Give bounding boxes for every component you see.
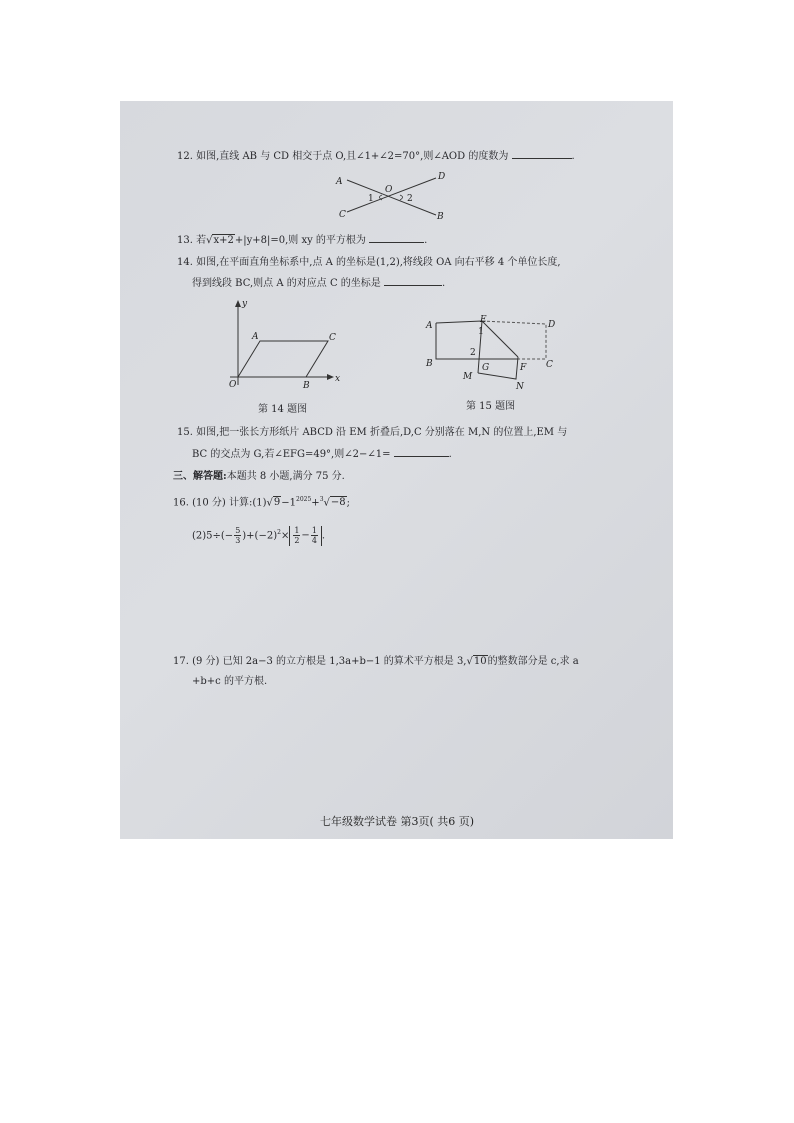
exam-page-photo [120, 101, 673, 839]
q17-line2: +b+c 的平方根. [192, 676, 268, 687]
parallelogram-oacb [238, 341, 328, 377]
q15-line1: 15. 如图,把一张长方形纸片 ABCD 沿 EM 折叠后,D,C 分别落在 M,N 的位置上,EM 与 [177, 427, 568, 438]
q16-part2: (2)5÷(− $\frac{5}{3}$ )$+(-2)^2\times$ $\frac{1}{2}$ − $\frac{1}{4}$ . [192, 525, 326, 546]
q17-line1: 17. (9 分) 已知 2a−3 的立方根是 1,3a+b−1 的算术平方根是 3,√10的整数部分是 c,求 a [173, 656, 579, 667]
q15-label-d: D [548, 320, 556, 330]
q14-caption: 第 14 题图 [258, 404, 308, 415]
q12-label-a: A [336, 177, 343, 187]
q15-label-e: E [480, 315, 487, 325]
q15-label-1: 1 [478, 327, 484, 337]
line-cd [347, 178, 436, 212]
q15-label-m: M [463, 372, 473, 382]
q16-part1: 16. (10 分) 计算$:(1)√9-1^{2025}+^3√-8$; [173, 496, 351, 509]
q15-answer-blank [394, 456, 449, 457]
q15-label-b: B [426, 359, 433, 369]
q15-label-g: G [482, 363, 490, 373]
q12-label-1: 1 [368, 194, 374, 204]
q12-figure [330, 167, 455, 225]
q14-label-b: B [303, 381, 310, 391]
q14-label-y: y [242, 299, 248, 309]
q14-label-x: x [335, 374, 341, 384]
q12-label-o: O [385, 185, 393, 195]
q12-label-c: C [339, 210, 346, 220]
q15-label-a: A [426, 321, 433, 331]
q14-line1: 14. 如图,在平面直角坐标系中,点 A 的坐标是(1,2),将线段 OA 向右平移 4 个单位长度, [177, 257, 561, 268]
section3-heading: 三、解答题:本题共 8 小题,满分 75 分. [173, 471, 345, 482]
q13-text: 13. 若√x+2+|y+8|=0,则 xy 的平方根为 . [177, 235, 428, 246]
q15-label-n: N [516, 382, 524, 392]
q12-label-d: D [438, 172, 446, 182]
q15-label-2: 2 [470, 348, 476, 358]
q15-line2: BC 的交点为 G,若∠EFG=49°,则∠2−∠1= . [192, 449, 452, 460]
q12-answer-blank [512, 158, 572, 159]
q12-text: 12. 如图,直线 AB 与 CD 相交于点 O,且∠1+∠2=70°,则∠AOD 的度数为 . [177, 151, 575, 162]
q15-fold-figure [422, 313, 562, 395]
q13-answer-blank [369, 242, 424, 243]
q15-label-c: C [546, 360, 553, 370]
q14-line2: 得到线段 BC,则点 A 的对应点 C 的坐标是 . [192, 278, 446, 289]
q14-answer-blank [384, 285, 442, 286]
q12-label-2: 2 [407, 194, 413, 204]
q14-label-a: A [252, 332, 259, 342]
q14-coordinate-figure [222, 297, 352, 397]
q12-label-b: B [437, 212, 444, 222]
q15-label-f: F [520, 363, 527, 373]
q14-label-o: O [229, 380, 237, 390]
page-footer: 七年级数学试卷 第3页( 共6 页) [320, 815, 475, 828]
q15-caption: 第 15 题图 [466, 401, 516, 412]
q14-label-c: C [329, 333, 336, 343]
